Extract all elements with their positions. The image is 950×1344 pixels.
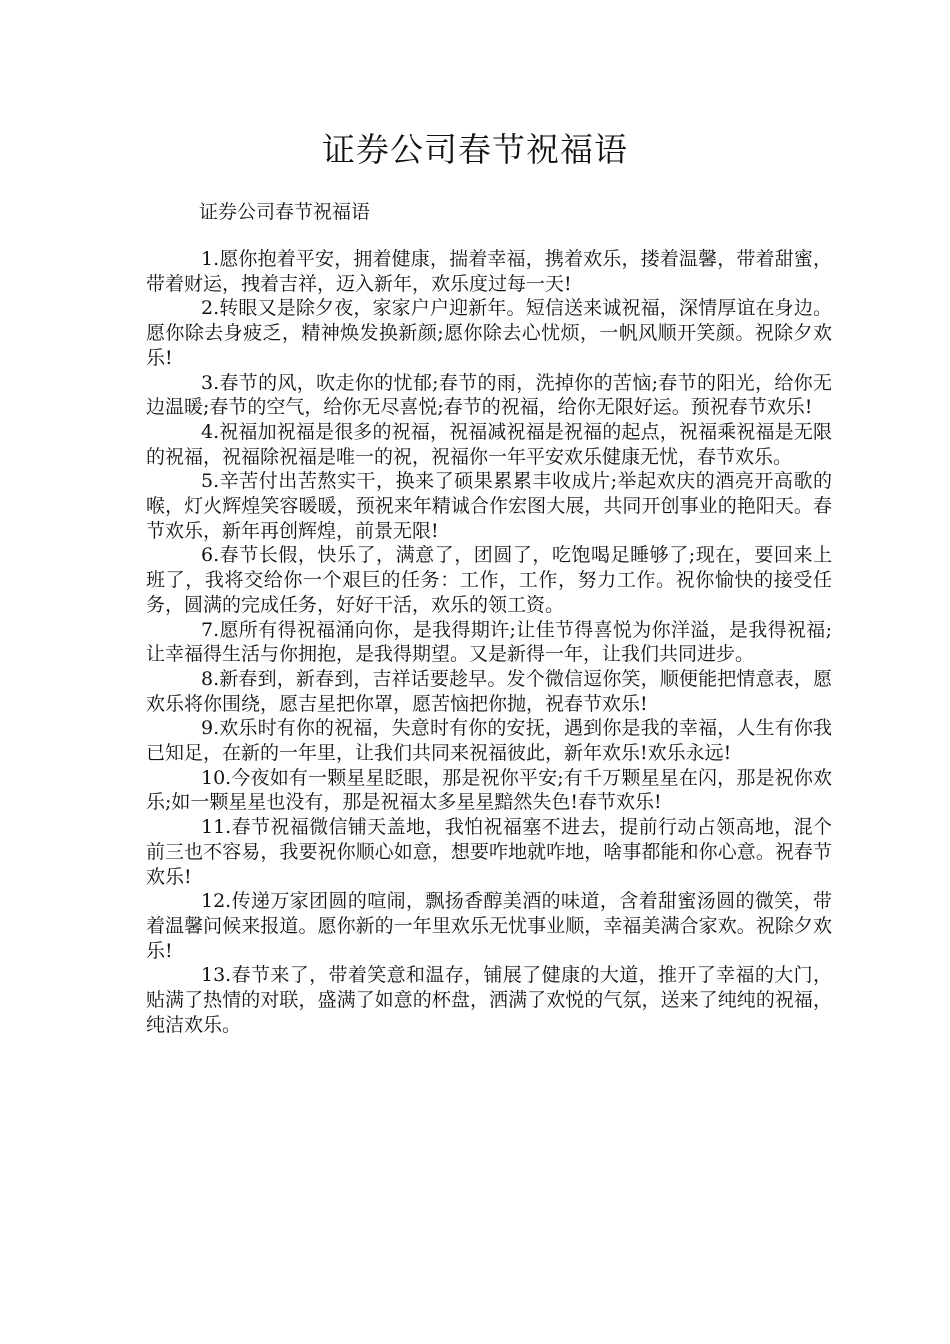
paragraph-8: 8.新春到，新春到，吉祥话要趁早。发个微信逗你笑，顺便能把情意表，愿欢乐将你围绕，愿吉星把你罩，愿苦恼把你抛，祝春节欢乐! [146,667,832,715]
paragraph-4: 4.祝福加祝福是很多的祝福，祝福减祝福是祝福的起点，祝福乘祝福是无限的祝福，祝福除祝福是唯一的祝，祝福你一年平安欢乐健康无忧，春节欢乐。 [146,420,832,468]
paragraph-6: 6.春节长假，快乐了，满意了，团圆了，吃饱喝足睡够了;现在，要回来上班了，我将交给你一个艰巨的任务：工作，工作，努力工作。祝你愉快的接受任务，圆满的完成任务，好好干活，欢乐的领工资。 [146,544,832,616]
paragraph-2: 2.转眼又是除夕夜，家家户户迎新年。短信送来诚祝福，深情厚谊在身边。愿你除去身疲乏，精神焕发换新颜;愿你除去心忧烦，一帆风顺开笑颜。祝除夕欢乐! [146,297,832,369]
page-subtitle: 证券公司春节祝福语 [199,201,371,223]
paragraph-7: 7.愿所有得祝福涌向你，是我得期许;让佳节得喜悦为你洋溢，是我得祝福;让幸福得生活与你拥抱，是我得期望。又是新得一年，让我们共同进步。 [146,618,832,666]
paragraph-5: 5.辛苦付出苦熬实干，换来了硕果累累丰收成片;举起欢庆的酒亮开高歌的喉，灯火辉煌笑容暖暖，预祝来年精诚合作宏图大展，共同开创事业的艳阳天。春节欢乐，新年再创辉煌，前景无限! [146,470,832,542]
paragraph-3: 3.春节的风，吹走你的忧郁;春节的雨，洗掉你的苦恼;春节的阳光，给你无边温暖;春节的空气，给你无尽喜悦;春节的祝福，给你无限好运。预祝春节欢乐! [146,371,832,419]
page-title: 证券公司春节祝福语 [322,130,628,169]
paragraph-10: 10.今夜如有一颗星星眨眼，那是祝你平安;有千万颗星星在闪，那是祝你欢乐;如一颗星星也没有，那是祝福太多星星黯然失色!春节欢乐! [146,766,832,814]
paragraph-11: 11.春节祝福微信铺天盖地，我怕祝福塞不进去，提前行动占领高地，混个前三也不容易，我要祝你顺心如意，想要咋地就咋地，啥事都能和你心意。祝春节欢乐! [146,816,832,888]
body-text [146,247,832,1038]
paragraph-9: 9.欢乐时有你的祝福，失意时有你的安抚，遇到你是我的幸福，人生有你我已知足，在新的一年里，让我们共同来祝福彼此，新年欢乐!欢乐永远! [146,717,832,765]
paragraph-12: 12.传递万家团圆的喧闹，飘扬香醇美酒的味道，含着甜蜜汤圆的微笑，带着温馨问候来报道。愿你新的一年里欢乐无忧事业顺，幸福美满合家欢。祝除夕欢乐! [146,890,832,962]
paragraph-13: 13.春节来了，带着笑意和温存，铺展了健康的大道，推开了幸福的大门，贴满了热情的对联，盛满了如意的杯盘，洒满了欢悦的气氛，送来了纯纯的祝福，纯洁欢乐。 [146,964,832,1036]
paragraph-1: 1.愿你抱着平安，拥着健康，揣着幸福，携着欢乐，搂着温馨，带着甜蜜，带着财运，拽着吉祥，迈入新年，欢乐度过每一天! [146,248,832,295]
